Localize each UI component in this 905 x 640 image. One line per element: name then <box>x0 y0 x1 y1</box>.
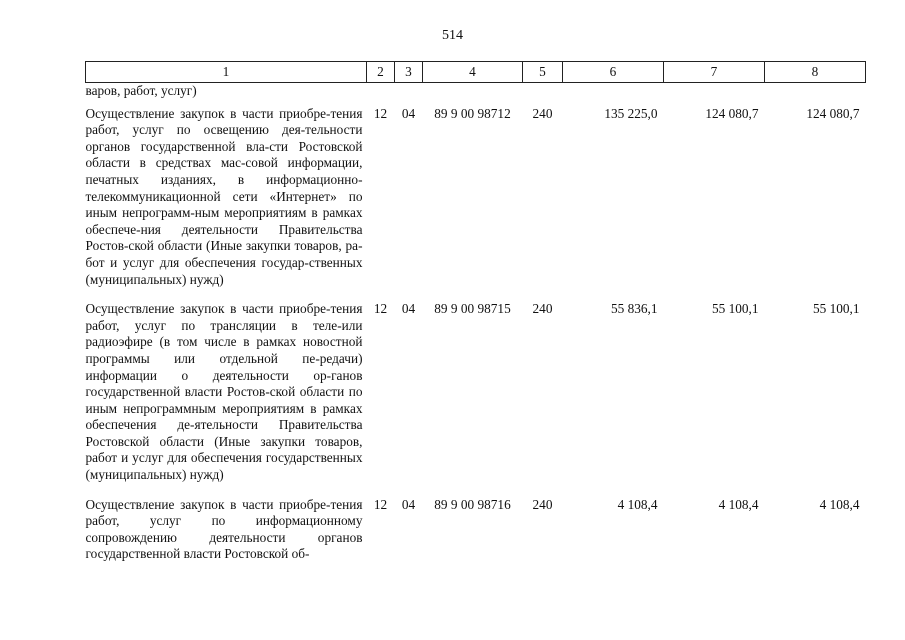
amount-col-7: 124 080,7 <box>705 105 759 121</box>
table-header-row <box>86 62 866 83</box>
column-header-1: 1 <box>86 62 367 83</box>
amount-col-6: 135 225,0 <box>604 105 658 121</box>
column-header-2: 2 <box>367 62 395 83</box>
budget-table <box>85 61 866 572</box>
section-code: 12 <box>373 496 388 512</box>
column-header-5: 5 <box>523 62 563 83</box>
column-header-8: 8 <box>765 62 866 83</box>
amount-col-8: 55 100,1 <box>812 301 860 317</box>
page-number: 514 <box>442 28 463 43</box>
amount-col-8: 124 080,7 <box>806 105 860 121</box>
expense-type-code: 240 <box>532 105 553 121</box>
expense-type-code: 240 <box>532 301 553 317</box>
amount-col-7: 55 100,1 <box>711 301 759 317</box>
column-header-4: 4 <box>423 62 523 83</box>
section-code: 12 <box>373 301 388 317</box>
column-header-7: 7 <box>664 62 765 83</box>
amount-col-7: 4 108,4 <box>718 496 759 512</box>
target-article-code: 89 9 00 98712 <box>434 105 511 121</box>
table-row <box>86 102 866 298</box>
expense-type-code: 240 <box>532 496 553 512</box>
row-description: Осуществление закупок в части приобре-тения работ, услуг по информационному сопровождению деятельности органов государственной власти Ростовской об- <box>85 496 363 562</box>
column-header-3: 3 <box>395 62 423 83</box>
subsection-code: 04 <box>401 301 416 317</box>
row-description: Осуществление закупок в части приобре-тения работ, услуг по трансляции в теле-или радиоэфире (в том числе в рамках новостной программы или отдельной пе-редачи) информации о деятельности ор-ганов государственной власти Ростов-ской области по иным непрограммным мероприятиям в рамках обеспечения де-ятельности Правительства Ростовской области (Иные закупки товаров, работ и услуг для обеспечения государственных (муниципальных) нужд) <box>85 301 363 483</box>
table-row <box>86 493 866 572</box>
target-article-code: 89 9 00 98715 <box>434 301 511 317</box>
amount-col-6: 4 108,4 <box>617 496 658 512</box>
amount-col-6: 55 836,1 <box>610 301 658 317</box>
table-row <box>86 297 866 493</box>
target-article-code: 89 9 00 98716 <box>434 496 511 512</box>
subsection-code: 04 <box>401 496 416 512</box>
section-code: 12 <box>373 105 388 121</box>
continuation-row <box>86 83 866 102</box>
amount-col-8: 4 108,4 <box>819 496 860 512</box>
row-description: Осуществление закупок в части приобре-тения работ, услуг по освещению дея-тельности органов государственной вла-сти Ростовской области в средствах мас-совой информации, печатных изданиях, в информационно-телекоммуникационной сети «Интернет» по иным непрограмм-ным мероприятиям в рамках обеспече-ния деятельности Правительства Ростов-ской области (Иные закупки товаров, ра-бот и услуг для обеспечения государ-ственных (муниципальных) нужд) <box>85 105 363 287</box>
continuation-text: варов, работ, услуг) <box>85 83 197 98</box>
subsection-code: 04 <box>401 105 416 121</box>
column-header-6: 6 <box>563 62 664 83</box>
